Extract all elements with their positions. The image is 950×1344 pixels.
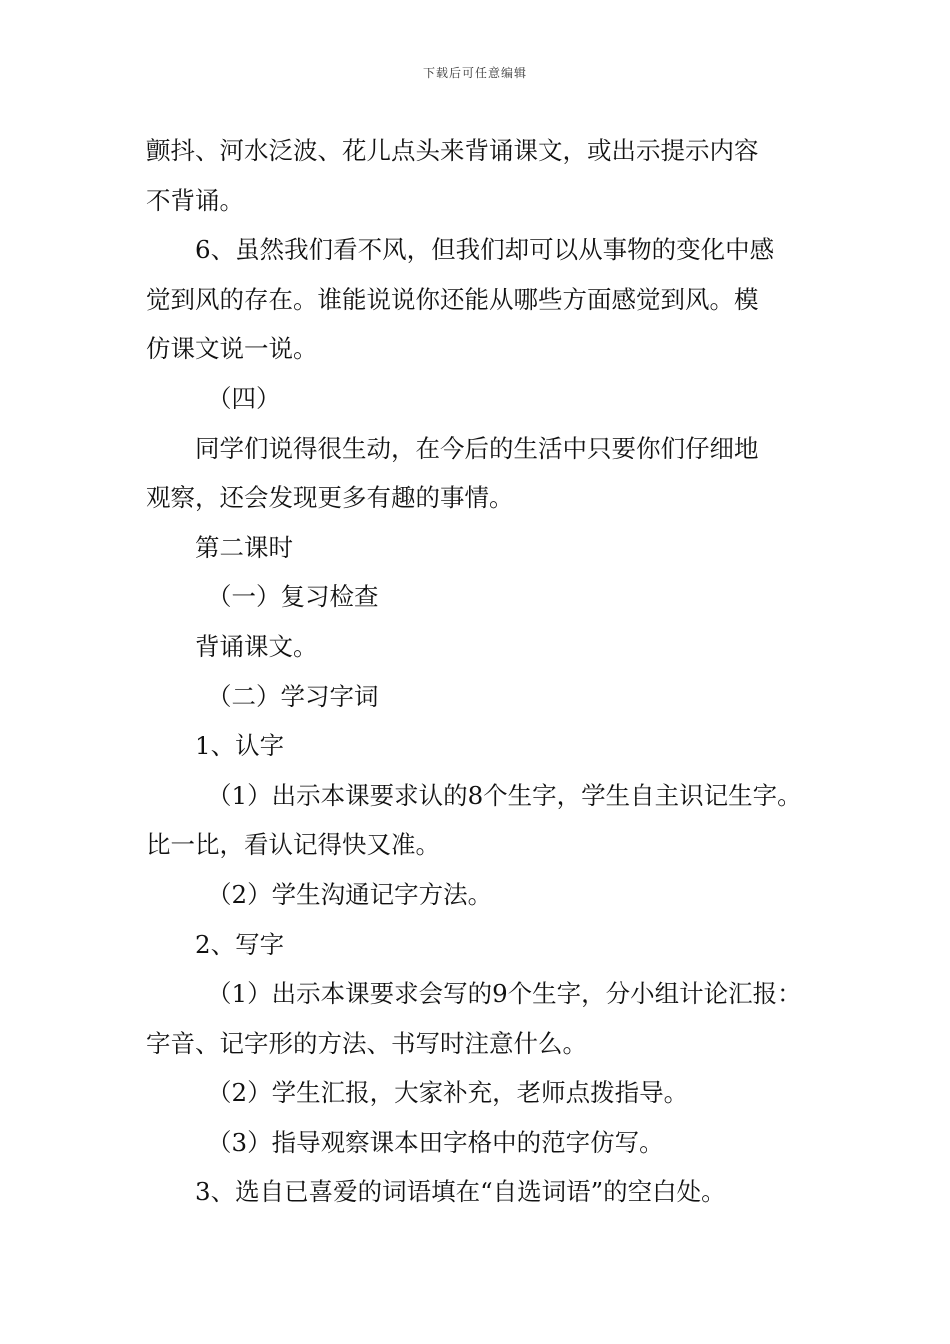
list-item: （1）出示本课要求会写的9个生字，分小组计论汇报：	[207, 979, 802, 1009]
section-heading: （四）	[207, 383, 281, 413]
section-heading: （二）学习字词	[207, 681, 379, 711]
paragraph-line: 同学们说得很生动，在今后的生活中只要你们仔细地	[195, 433, 759, 463]
paragraph-line: 比一比，看认记得快又准。	[146, 830, 440, 860]
page-header: 下载后可任意编辑	[422, 66, 527, 80]
list-item: 2、写字	[195, 929, 285, 959]
list-item: （1）出示本课要求认的8个生字，学生自主识记生字。	[207, 780, 802, 810]
list-item: （2）学生汇报，大家补充，老师点拨指导。	[207, 1078, 689, 1108]
list-item: 3、选自已喜爱的词语填在“自选词语”的空白处。	[195, 1177, 726, 1207]
list-item: （3）指导观察课本田字格中的范字仿写。	[207, 1127, 664, 1157]
paragraph-line: 觉到风的存在。谁能说说你还能从哪些方面感觉到风。模	[146, 284, 759, 314]
list-item: 1、认字	[195, 731, 285, 761]
paragraph-line: 字音、记字形的方法、书写时注意什么。	[146, 1028, 587, 1058]
document-body	[146, 126, 826, 1217]
paragraph-line: 不背诵。	[146, 185, 244, 215]
paragraph-line: 仿课文说一说。	[146, 334, 318, 364]
paragraph-line: 观察，还会发现更多有趣的事情。	[146, 483, 514, 513]
lesson-heading: 第二课时	[195, 532, 293, 562]
paragraph-line: 颤抖、河水泛波、花儿点头来背诵课文，或出示提示内容	[146, 136, 759, 165]
paragraph-line: 6、虽然我们看不风，但我们却可以从事物的变化中感	[195, 235, 775, 265]
paragraph-line: 背诵课文。	[195, 631, 318, 661]
section-heading: （一）复习检查	[207, 582, 379, 612]
list-item: （2）学生沟通记字方法。	[207, 879, 493, 909]
